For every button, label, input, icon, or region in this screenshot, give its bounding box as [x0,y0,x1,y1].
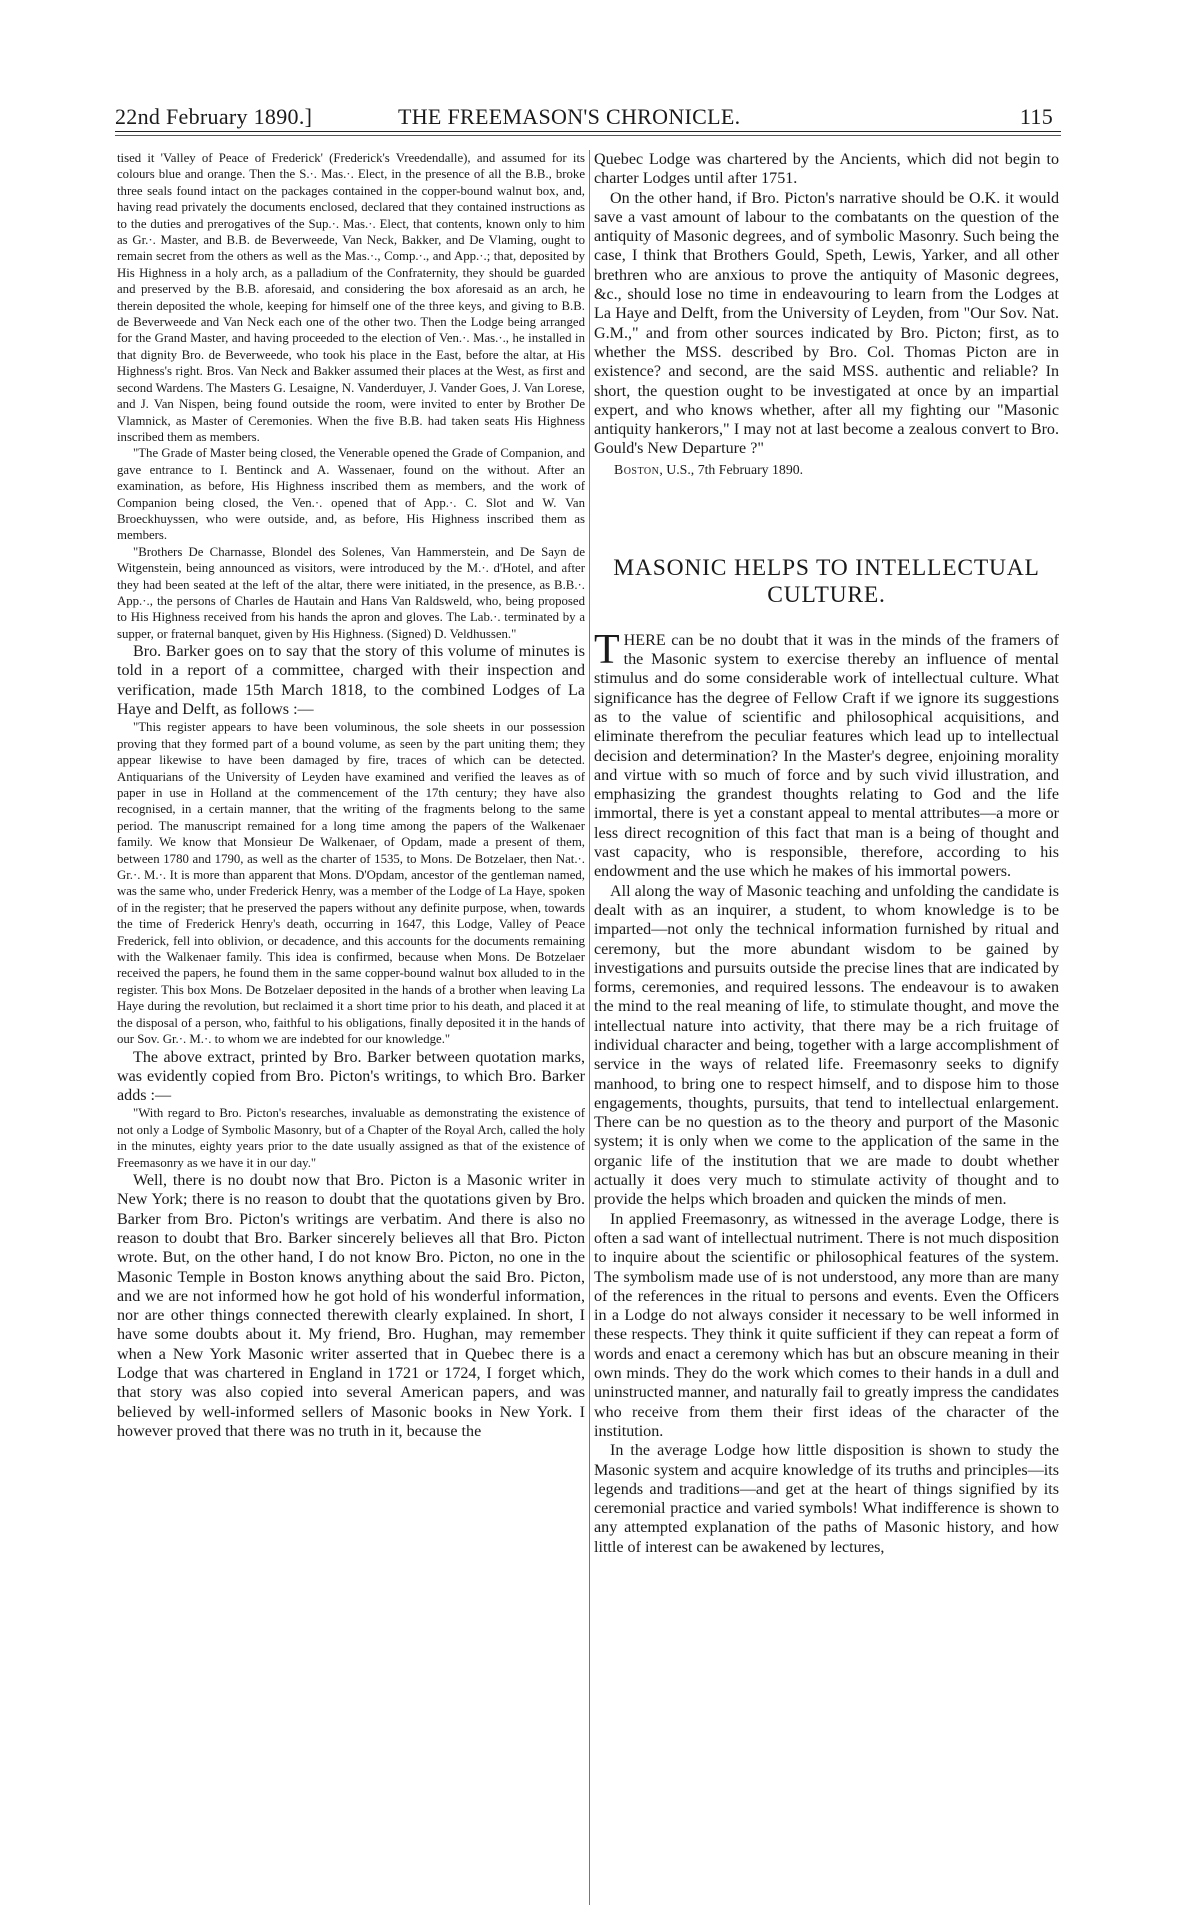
paragraph: "Brothers De Charnasse, Blondel des Solenes, Van Hammerstein, and De Sayn de Witgenstein, being announced as visitors, were introduced by the M.·. d'Hotel, and after they had been seated at the left of the altar, there were initiated, in the presence, as B.B.·. App.·., the persons of Charles de Hautain and Hans Van Raldsweld, who, being proposed to His Highness received from his hands the apron and gloves. The Lab.·. terminated by a supper, or fraternal banquet, given by His Highness. (Signed) D. Veldhussen." [117,544,585,641]
paragraph: THERE can be no doubt that it was in the minds of the framers of the Masonic system to exercise thereby an influence of mental stimulus and do some considerable work of intellectual culture. What significance has the degree of Fellow Craft if we ignore its suggestions as to the value of scientific and philosophical acquisitions, and eliminate therefrom the peculiar features which lead up to intellectual decision and determination? In the Master's degree, enjoining morality and virtue with so much of force and by such vivid illustration, and emphasizing the grandest thoughts relating to God and the life immortal, there is yet a constant appeal to mental attributes—a more or less direct recognition of this fact that man is a being of thought and vast capacity, who is responsible, therefore, according to his endowment and the use which he makes of his immortal powers. [594,626,1059,881]
paragraph: tised it 'Valley of Peace of Frederick' (Frederick's Vreedendalle), and assumed for its colours blue and orange. Then the S.·. Mas.·. Elect, in the presence of all the B.B., broke three seals found intact on the packages contained in the copper-bound walnut box, and, having read privately the documents enclosed, declared that they contained instructions as to the duties and prerogatives of the Sup.·. Mas.·. Elect, that contents, known only to him as Gr.·. Master, and B.B. de Beverweede, Van Neck, Bakker, and De Vlaming, ought to remain secret from the others as well as the Mas.·., Comp.·., and App.·.; that, deposited by His Highness in a holy arch, as a palladium of the Confraternity, they should be guarded and preserved by the B.B. aforesaid, and considering the box aforesaid as an arch, he therein deposited the whole, keeping for himself one of the three keys, and giving to B.B. de Beverweede and Van Neck each one of the other two. Then the Lodge being arranged for the Grand Master, and having proceeded to the election of Ven.·. Mas.·., he installed in that dignity Bro. de Beverweede, who took his place in the East, before the altar, at His Highness's right. Bros. Van Neck and Bakker assumed their places at the West, as first and second Wardens. The Masters G. Lesaigne, N. Vanderduyer, J. Vander Goes, J. Van Lorese, and J. Van Nispen, being found outside the room, were invited to enter by Brother De Vlamnick, as Master of Ceremonies. When the five B.B. had taken seats His Highness inscribed them as members. [117,151,585,444]
paragraph: "This register appears to have been voluminous, the sole sheets in our possession proving that they formed part of a bound volume, as seen by the part uniting them; they appear likewise to have been damaged by fire, traces of which can be detected. Antiquarians of the University of Leyden have examined and verified the leaves as of paper in use in Holland at the commencement of the 17th century; they have also recognised, in a certain manner, that the writing of the fragments belong to the same period. The manuscript remained for a long time among the papers of the Walkenaer family. We know that Monsieur De Walkenaer, of Opdam, made a present of them, between 1780 and 1790, as well as the charter of 1535, to Mons. De Botzelaer, then Nat.·. Gr.·. M.·. It is more than apparent that Mons. D'Opdam, ancestor of the gentleman named, was the same who, under Frederick Henry, was a member of the Lodge of La Haye, spoken of in the register; that he preserved the papers without any definite purpose, when, towards the time of Frederick Henry's death, occurring in 1647, this Lodge, Valley of Peace Frederick, fell into oblivion, or decadence, and this accounts for the documents remaining with the Walkenaer family. This idea is confirmed, because when Mons. De Botzelaer received the papers, he found them in the same copper-bound walnut box alluded to in the register. This box Mons. De Botzelaer deposited in the hands of a brother when leaving La Haye during the revolution, but reclaimed it a short time prior to his death, and placed it at the disposal of a person, who, faithful to his obligations, finally deposited it in the hands of our Sov. Gr.·. M.·. to whom we are indebted for our knowledge." [117,720,585,1047]
issue-date: 22nd February 1890.] [115,104,313,129]
paragraph: In applied Freemasonry, as witnessed in the average Lodge, there is often a sad want of intellectual nutriment. There is not much disposition to inquire about the scientific or philosophical features of the system. The symbolism made use of is not understood, any more than are many of the references in the ritual to persons and events. Even the Officers in a Lodge do not always consider it necessary to be well informed in these respects. They think it quite sufficient if they can repeat a form of words and enact a ceremony which has but an obscure meaning in their own minds. They do the work which comes to their hands in a dull and uninstructed manner, and naturally fail to greatly impress the candidates who receive from them their first ideas of the character of the institution. [594,1210,1059,1440]
header-rule-thin [115,135,1061,136]
paragraph: "With regard to Bro. Picton's researches, invaluable as demonstrating the existence of not only a Lodge of Symbolic Masonry, but of a Chapter of the Royal Arch, called the holy in the minutes, eighty years prior to the date usually assigned as that of the existence of Freemasonry as we have it in our day." [117,1106,585,1170]
paragraph: All along the way of Masonic teaching and unfolding the candidate is dealt with as an inquirer, a student, to whom knowledge is to be imparted—not only the technical information furnished by ritual and ceremony, but the more abundant wisdom to be gained by investigations and pursuits outside the precise lines that are indicated by forms, ceremonies, and required lessons. The endeavour is to awaken the mind to the real meaning of life, to stimulate thought, and move the intellectual nature into activity, that there may be a rich fruitage of individual character and being, together with a large accomplishment of service in the ways of related life. Freemasonry seeks to dignify manhood, to bring one to respect himself, and to dispose him to those engagements, thoughts, pursuits, that tend to intellectual enlargement. There can be no question as to the theory and purport of the Masonic system; it is only when we come to the application of the same in the organic life of the institution that we are made to doubt whether actually it does very much to stimulate activity of thought and to provide the helps which broaden and quicken the minds of men. [594,882,1059,1209]
dateline-place: Boston [614,461,660,477]
header-rule [115,131,1061,132]
right-column [594,150,1059,1557]
paragraph: "The Grade of Master being closed, the Venerable opened the Grade of Companion, and gave entrance to I. Bentinck and A. Wassenaer, found on the without. After an examination, as before, His Highness inscribed them as members, and the work of Companion being closed, the Ven.·. opened that of App.·. C. Slot and W. Van Broeckhuyssen, who were outside, and, as before, His Highness inscribed them as members. [117,446,585,543]
paragraph: In the average Lodge how little disposition is shown to study the Masonic system and acquire knowledge of its truths and principles—its legends and traditions—and get at the heart of things signified by its ceremonial practice and varied symbols! What indifference is shown to any attempted explanation of the paths of Masonic history, and how little of interest can be awakened by lectures, [594,1442,1059,1556]
paragraph: On the other hand, if Bro. Picton's narrative should be O.K. it would save a vast amount of labour to the combatants on the question of the antiquity of Masonic degrees, and of symbolic Masonry. Such being the case, I think that Brothers Gould, Speth, Lewis, Yarker, and all other brethren who are anxious to prove the antiquity of Masonic degrees, &c., should lose no time in endeavouring to learn from the Lodges at La Haye and Delft, from the University of Leyden, from "Our Sov. Nat. G.M.," and from other sources indicated by Bro. Picton; first, as to whether the MSS. described by Bro. Col. Thomas Picton are in existence? and second, are the said MSS. authentic and reliable? In short, the question ought to be investigated at once by an impartial expert, and who knows whether, after all my fighting our "Masonic antiquity hankerors," I may not at last become a zealous convert to Bro. Gould's New Departure ?" [594,189,1059,458]
paragraph: Well, there is no doubt now that Bro. Picton is a Masonic writer in New York; there is no reason to doubt that the quotations given by Bro. Barker from Bro. Picton's writings are verbatim. And there is also no reason to doubt that Bro. Barker sincerely believes all that Bro. Picton wrote. But, on the other hand, I do not know Bro. Picton, no one in the Masonic Temple in Boston knows anything about the said Bro. Picton, and we are not informed how he got hold of his wonderful information, nor are other things connected therewith clearly explained. In short, I have some doubts about it. My friend, Bro. Hughan, may remember when a New York Masonic writer asserted that in Quebec there is a Lodge that was chartered in England in 1721 or 1724, I forget which, that story was also copied into several American papers, and was believed by well-informed sellers of Masonic books in New York. I however proved that there was no truth in it, because the [117,1172,585,1440]
page-header [115,104,1061,134]
dateline-rest: , U.S., 7th February 1890. [659,461,804,477]
letter-dateline [594,461,1059,479]
paragraph: The above extract, printed by Bro. Barker between quotation marks, was evidently copied from Bro. Picton's writings, to which Bro. Barker adds :— [117,1048,585,1105]
publication-title: THE FREEMASON'S CHRONICLE. [398,104,741,129]
left-column [117,150,585,1441]
page-number: 115 [1019,104,1053,129]
paragraph: Bro. Barker goes on to say that the story of this volume of minutes is told in a report of a committee, charged with their inspection and verification, made 15th March 1818, to the combined Lodges of La Haye and Delft, as follows :— [117,643,585,719]
article-title: MASONIC HELPS TO INTELLECTUAL CULTURE. [613,554,1040,608]
paragraph: Quebec Lodge was chartered by the Ancients, which did not begin to charter Lodges until after 1751. [594,151,1059,188]
column-divider [589,150,590,1905]
